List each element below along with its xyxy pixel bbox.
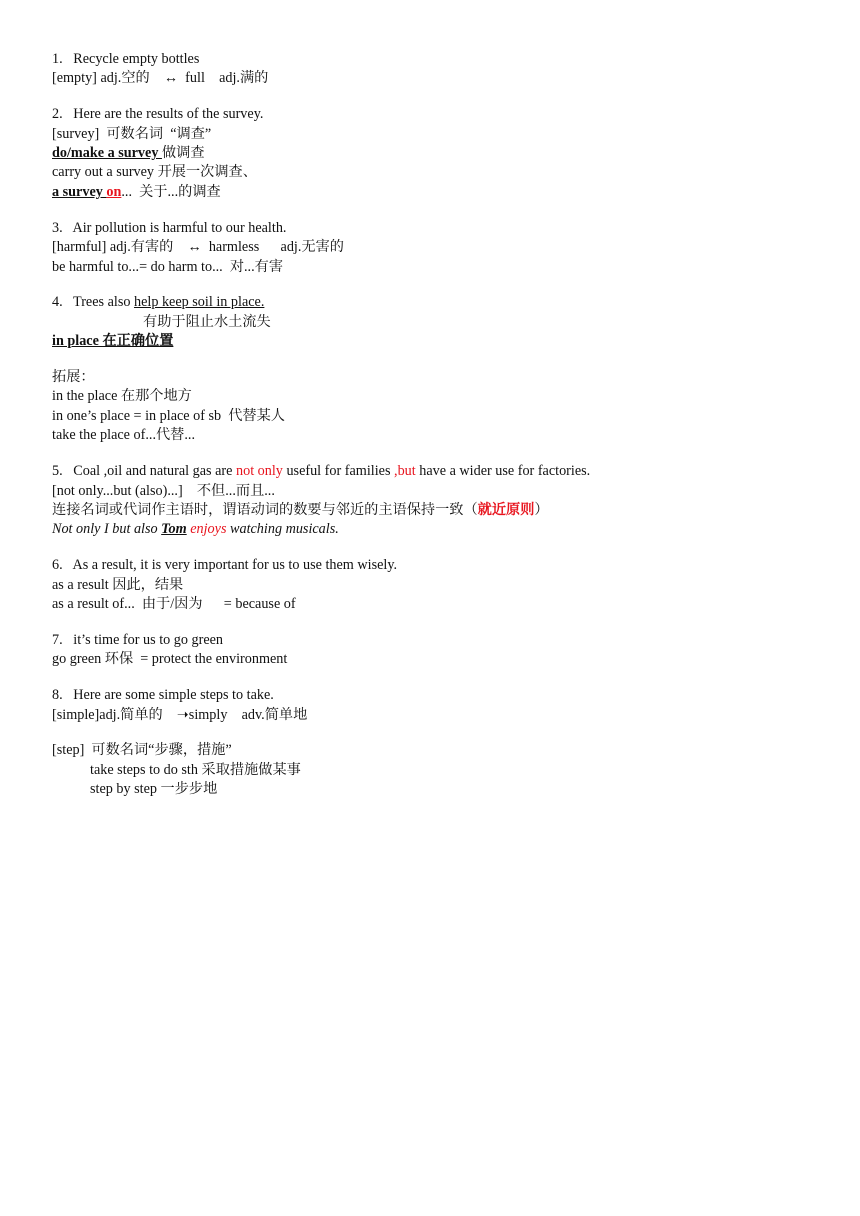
as-a-result-of-line: as a result of... 由于/因为 = because of [52, 595, 296, 612]
spacer [52, 725, 842, 742]
item-6-title: 6. As a result, it is very important for us to use them wisely. [52, 557, 398, 574]
tom-highlight: Tom [161, 521, 187, 538]
extension-heading: 拓展： [52, 369, 95, 386]
in-ones-place-line: in one’s place = in place of sb 代替某人 [52, 407, 285, 424]
example-part: Not only I but also [52, 521, 162, 538]
harmful-phrase: be harmful to...= do harm to... 对...有害 [52, 258, 284, 275]
item-7-title: 7. it’s time for us to go green [52, 631, 224, 648]
simple-note: [simple]adj.简单的 ➝simply adv.简单地 [52, 706, 308, 723]
item-8-title: 8. Here are some simple steps to take. [52, 687, 274, 704]
document-body [52, 50, 842, 800]
survey-on-phrase: a survey [52, 183, 107, 200]
item-2-title: 2. Here are the results of the survey. [52, 106, 264, 123]
step-by-step-line: step by step 一步步地 [90, 781, 218, 798]
keep-soil-phrase: help keep soil in place. [133, 294, 265, 311]
not-only-highlight: not only [236, 463, 283, 480]
spacer [52, 352, 842, 369]
item-5-part: have a wider use for factories. [415, 463, 591, 480]
step-note: [step] 可数名词“步骤，措施” [52, 742, 232, 759]
survey-on-line [52, 183, 842, 202]
spacer [52, 540, 842, 557]
go-green-line: go green 环保 = protect the environment [52, 651, 288, 668]
spacer [52, 614, 842, 631]
enjoys-highlight: enjoys [186, 521, 227, 538]
carry-out-survey-line: carry out a survey 开展一次调查、 [52, 164, 257, 181]
spacer [52, 277, 842, 294]
item-1-title: 1. Recycle empty bottles [52, 51, 200, 67]
spacer [52, 89, 842, 106]
item-4-title [52, 293, 842, 312]
item-5-part: useful for families [282, 463, 395, 480]
take-steps-line: take steps to do sth 采取措施做某事 [90, 761, 301, 778]
spacer [52, 446, 842, 463]
in-place-phrase: in place 在正确位置 [52, 333, 174, 350]
proximity-rule-text: 连接名词或代词作主语时，谓语动词的数要与邻近的主语保持一致（ [52, 501, 478, 518]
survey-on-meaning: ... 关于...的调查 [121, 183, 221, 200]
item-3-title: 3. Air pollution is harmful to our health. [52, 219, 287, 236]
make-survey-phrase: do/make a survey [52, 145, 162, 162]
example-sentence [52, 520, 842, 539]
empty-note: [empty] adj.空的 ↔ full adj.满的 [52, 70, 269, 87]
proximity-rule-highlight: 就近原则 [477, 501, 535, 518]
item-4-lead: 4. Trees also [52, 294, 134, 311]
take-the-place-line: take the place of...代替... [52, 427, 196, 444]
harmful-note: [harmful] adj.有害的 ↔ harmless adj.无害的 [52, 239, 344, 256]
example-part: watching musicals. [226, 521, 339, 538]
but-highlight: ,but [394, 463, 416, 480]
item-5-title [52, 462, 842, 481]
spacer [52, 670, 842, 687]
survey-note: [survey] 可数名词 “调查” [52, 125, 212, 142]
in-the-place-line: in the place 在那个地方 [52, 388, 192, 405]
as-a-result-line: as a result 因此，结果 [52, 576, 184, 593]
spacer [52, 202, 842, 219]
make-survey-meaning: 做调查 [161, 145, 205, 162]
make-survey-line [52, 144, 842, 163]
not-only-but-also-note: [not only...but (also)...] 不但...而且... [52, 482, 275, 499]
item-5-part: 5. Coal ,oil and natural gas are [52, 463, 236, 480]
keep-soil-meaning: 有助于阻止水土流失 [143, 313, 271, 330]
proximity-rule-close: ） [534, 501, 549, 518]
proximity-rule-line [52, 501, 842, 520]
on-highlight: on [106, 183, 122, 200]
